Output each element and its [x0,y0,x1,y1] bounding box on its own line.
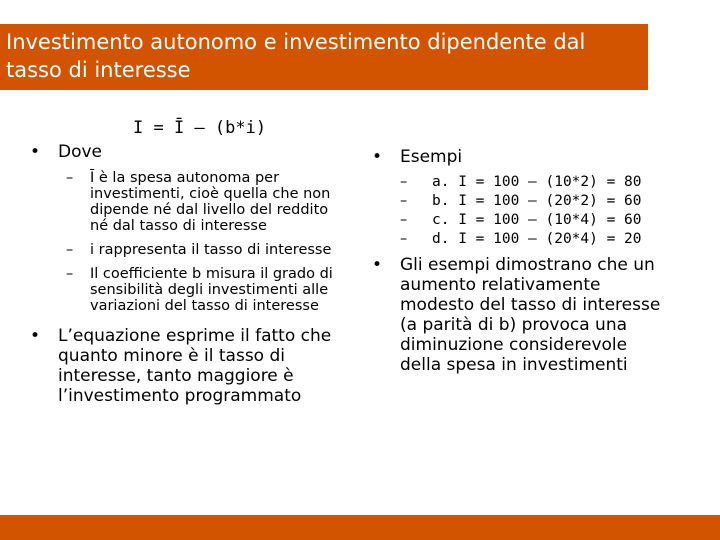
bullet-conclusione-text: Gli esempi dimostrano che un aumento relativamente modesto del tasso di interesse (a parità di b) provoca una diminuzione considerevole della spesa in investimenti [400,255,661,375]
example-d [372,230,672,249]
left-column [30,142,350,406]
example-text: b. I = 100 – (20*2) = 60 [432,193,642,209]
slide-title: Investimento autonomo e investimento dipendente dal tasso di interesse [6,30,586,82]
bullet-icon: • [372,147,383,167]
bullet-conclusione [372,255,672,375]
sub-bullet-spesa-autonoma [30,170,350,234]
bullet-esempi-text: Esempi [400,147,463,167]
example-a [372,173,672,192]
bullet-icon: • [372,255,383,275]
dash-icon: – [400,231,408,247]
bullet-dove [30,142,350,162]
bullet-equazione [30,326,350,406]
example-text: a. I = 100 – (10*2) = 80 [432,174,642,190]
formula: I = Ī – (b*i) [133,118,267,138]
example-text: c. I = 100 – (10*4) = 60 [432,212,642,228]
dash-icon: – [400,193,408,209]
bullet-icon: • [30,142,41,162]
bullet-equazione-text: L’equazione esprime il fatto che quanto minore è il tasso di interesse, tanto maggiore è l’investimento programmato [58,326,332,406]
dash-icon: – [66,242,74,258]
sub-bullet-text: Il coefficiente b misura il grado di sensibilità degli investimenti alle variazioni del tasso di interesse [90,266,333,314]
example-c [372,211,672,230]
dash-icon: – [66,266,74,282]
example-text: d. I = 100 – (20*4) = 20 [432,231,642,247]
bottom-accent-bar [0,515,720,540]
sub-bullet-tasso [30,242,350,258]
bullet-icon: • [30,326,41,346]
slide-title-bar [0,24,648,90]
sub-bullet-text: Ī è la spesa autonoma per investimenti, cioè quella che non dipende né dal livello del reddito né dal tasso di interesse [90,170,331,234]
example-b [372,192,672,211]
dash-icon: – [400,212,408,228]
bullet-dove-text: Dove [58,142,103,162]
right-column [372,147,672,375]
dash-icon: – [400,174,408,190]
sub-bullet-coefficiente [30,266,350,314]
bullet-esempi [372,147,672,167]
sub-bullet-text: i rappresenta il tasso di interesse [90,242,332,258]
dash-icon: – [66,170,74,186]
